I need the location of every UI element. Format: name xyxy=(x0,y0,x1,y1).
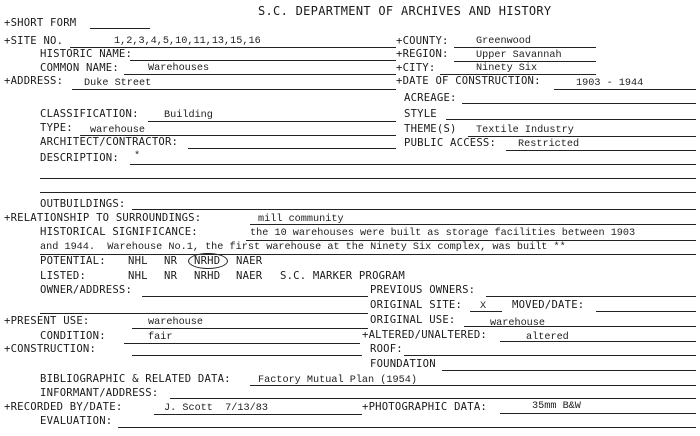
historical-significance-rule-1 xyxy=(246,240,696,241)
classification-line xyxy=(148,121,396,122)
potential-option-nrhd[interactable]: NRHD xyxy=(194,255,221,267)
roof-line xyxy=(404,355,696,356)
relationship-value[interactable]: mill community xyxy=(258,214,344,225)
informant-label: INFORMANT/ADDRESS: xyxy=(40,387,159,399)
acreage-line xyxy=(462,103,696,104)
common-name-line xyxy=(124,74,396,75)
common-name-label: COMMON NAME: xyxy=(40,62,119,74)
moved-date-line xyxy=(596,311,696,312)
style-label: STYLE xyxy=(404,108,437,120)
classification-label: CLASSIFICATION: xyxy=(40,108,139,120)
short-form-line xyxy=(90,28,150,29)
original-use-value[interactable]: warehouse xyxy=(490,318,546,329)
bibliographic-line xyxy=(250,385,696,386)
region-label: +REGION: xyxy=(396,48,449,60)
site-no-label: +SITE NO. xyxy=(4,35,64,47)
county-value[interactable]: Greenwood xyxy=(476,36,532,47)
present-use-value[interactable]: warehouse xyxy=(148,317,204,328)
public-access-label: PUBLIC ACCESS: xyxy=(404,137,497,149)
recorded-by-label: +RECORDED BY/DATE: xyxy=(4,401,123,413)
county-line xyxy=(454,47,596,48)
condition-line xyxy=(124,343,360,344)
description-label: DESCRIPTION: xyxy=(40,152,119,164)
previous-owners-label: PREVIOUS OWNERS: xyxy=(370,284,476,296)
potential-option-nr[interactable]: NR xyxy=(164,255,178,267)
original-use-label: ORIGINAL USE: xyxy=(370,314,456,326)
condition-value[interactable]: fair xyxy=(148,332,173,343)
bibliographic-value[interactable]: Factory Mutual Plan (1954) xyxy=(258,375,417,386)
themes-label: THEME(S) xyxy=(404,123,457,135)
themes-value[interactable]: Textile Industry xyxy=(476,125,574,136)
relationship-label: +RELATIONSHIP TO SURROUNDINGS: xyxy=(4,212,202,224)
description-value[interactable]: * xyxy=(134,151,141,162)
city-value[interactable]: Ninety Six xyxy=(476,63,538,74)
condition-label: CONDITION: xyxy=(40,330,106,342)
acreage-label: ACREAGE: xyxy=(404,92,457,104)
evaluation-line xyxy=(118,427,696,428)
classification-value[interactable]: Building xyxy=(164,110,213,121)
photographic-label: +PHOTOGRAPHIC DATA: xyxy=(362,401,487,413)
common-name-value[interactable]: Warehouses xyxy=(148,63,210,74)
historic-name-line xyxy=(130,60,396,61)
address-line xyxy=(72,89,396,90)
moved-date-label: MOVED/DATE: xyxy=(512,299,585,311)
short-form-label: +SHORT FORM xyxy=(4,17,77,29)
recorded-by-value[interactable]: J. Scott 7/13/83 xyxy=(164,403,268,414)
original-use-line xyxy=(464,326,696,327)
original-site-label: ORIGINAL SITE: xyxy=(370,299,463,311)
listed-option-naer[interactable]: NAER xyxy=(236,270,263,282)
original-site-value[interactable]: X xyxy=(480,301,487,312)
altered-value[interactable]: altered xyxy=(526,332,569,343)
owner-extra-line xyxy=(40,313,368,314)
public-access-line xyxy=(506,150,696,151)
photographic-value[interactable]: 35mm B&W xyxy=(532,401,581,412)
region-line xyxy=(454,61,596,62)
outbuildings-label: OUTBUILDINGS: xyxy=(40,198,126,210)
altered-label: +ALTERED/UNALTERED: xyxy=(362,329,487,341)
construction-label: +CONSTRUCTION: xyxy=(4,343,97,355)
architect-label: ARCHITECT/CONTRACTOR: xyxy=(40,136,179,148)
date-of-construction-value[interactable]: 1903 - 1944 xyxy=(576,78,644,89)
site-no-value[interactable]: 1,2,3,4,5,10,11,13,15,16 xyxy=(114,36,261,47)
potential-option-nhl[interactable]: NHL xyxy=(128,255,148,267)
historical-significance-line1[interactable]: the 10 warehouses were built as storage facilities between 1903 xyxy=(250,228,636,239)
relationship-line xyxy=(250,224,696,225)
previous-owners-line xyxy=(486,296,696,297)
type-value[interactable]: warehouse xyxy=(90,125,146,136)
architect-line xyxy=(188,148,396,149)
description-line-2 xyxy=(40,178,696,179)
listed-option-nrhd[interactable]: NRHD xyxy=(194,270,221,282)
altered-line xyxy=(500,341,696,342)
description-line-3 xyxy=(40,192,696,193)
listed-label: LISTED: xyxy=(40,270,87,282)
historical-significance-label: HISTORICAL SIGNIFICANCE: xyxy=(40,226,198,238)
potential-option-naer[interactable]: NAER xyxy=(236,255,263,267)
foundation-line xyxy=(442,370,696,371)
owner-address-line xyxy=(142,296,368,297)
historic-name-label: HISTORIC NAME: xyxy=(40,48,133,60)
style-line xyxy=(446,119,696,120)
listed-option-sc-marker[interactable]: S.C. MARKER PROGRAM xyxy=(280,270,405,282)
region-value[interactable]: Upper Savannah xyxy=(476,50,562,61)
outbuildings-line xyxy=(132,209,696,210)
original-site-line xyxy=(470,311,502,312)
roof-label: ROOF: xyxy=(370,343,403,355)
listed-option-nr[interactable]: NR xyxy=(164,270,178,282)
description-line-1 xyxy=(130,164,696,165)
construction-line xyxy=(132,355,362,356)
informant-line xyxy=(170,398,696,399)
date-of-construction-line xyxy=(554,89,696,90)
present-use-label: +PRESENT USE: xyxy=(4,315,90,327)
public-access-value[interactable]: Restricted xyxy=(518,139,580,150)
bibliographic-label: BIBLIOGRAPHIC & RELATED DATA: xyxy=(40,373,231,385)
county-label: +COUNTY: xyxy=(396,35,449,47)
recorded-by-line xyxy=(154,414,362,415)
historical-significance-line2[interactable]: and 1944. Warehouse No.1, the first warehouse at the Ninety Six complex, was built ** xyxy=(40,242,566,253)
potential-label: POTENTIAL: xyxy=(40,255,106,267)
potential-selection-circle xyxy=(188,253,228,269)
address-value[interactable]: Duke Street xyxy=(84,78,152,89)
listed-option-nhl[interactable]: NHL xyxy=(128,270,148,282)
evaluation-label: EVALUATION: xyxy=(40,415,113,427)
date-of-construction-label: +DATE OF CONSTRUCTION: xyxy=(396,75,541,87)
address-label: +ADDRESS: xyxy=(4,75,64,87)
foundation-label: FOUNDATION xyxy=(370,358,436,370)
present-use-line xyxy=(132,328,368,329)
city-label: +CITY: xyxy=(396,62,436,74)
themes-line xyxy=(468,136,696,137)
page-title: S.C. DEPARTMENT OF ARCHIVES AND HISTORY xyxy=(258,4,552,18)
owner-address-label: OWNER/ADDRESS: xyxy=(40,284,133,296)
photographic-line xyxy=(500,413,696,414)
type-label: TYPE: xyxy=(40,122,73,134)
